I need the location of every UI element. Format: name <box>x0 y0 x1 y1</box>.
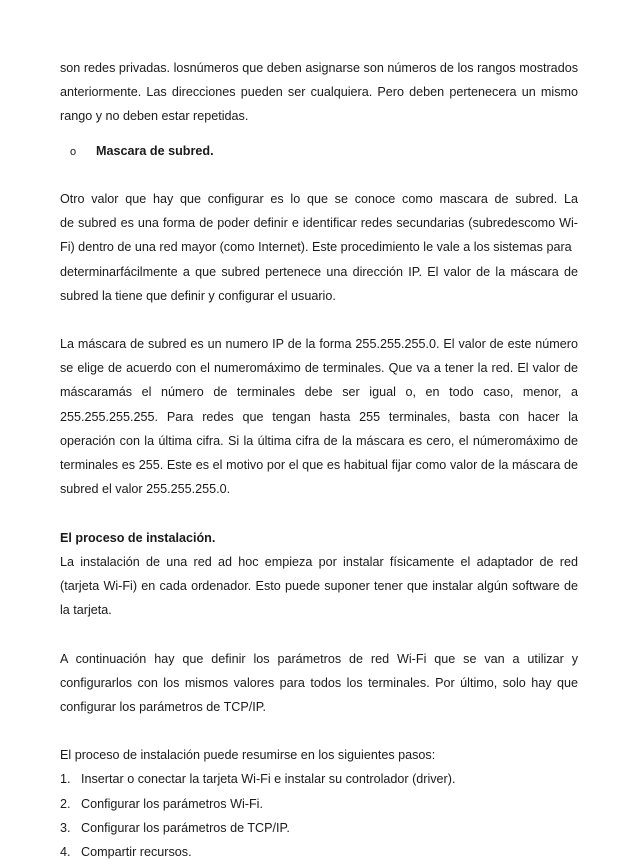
list-text: Insertar o conectar la tarjeta Wi-Fi e instalar su controlador (driver). <box>81 772 456 787</box>
list-text: Configurar los parámetros Wi-Fi. <box>81 796 263 811</box>
text-line: A continuación hay que definir los parámetros de red Wi-Fi que se van a utilizar y <box>60 651 578 666</box>
text-line: de subred es una forma de poder definir e identificar redes secundarias (subredescomo Wi- <box>60 216 578 231</box>
text-line: rango y no deben estar repetidas. <box>60 109 249 124</box>
text-line: La máscara de subred es un numero IP de la forma 255.255.255.0. El valor de este número <box>60 337 578 352</box>
list-number: 3. <box>60 820 71 835</box>
list-text: Compartir recursos. <box>81 845 192 859</box>
text-line: configurar los parámetros de TCP/IP. <box>60 699 267 714</box>
paragraph-subnet-mask-intro <box>60 187 578 308</box>
bullet-circle-icon: o <box>70 145 77 158</box>
list-item <box>60 840 578 864</box>
text-line: configurarlos con los mismos valores para todos los terminales. Por último, solo hay que <box>60 675 578 690</box>
text-line: anteriormente. Las direcciones pueden ser cualquiera. Pero deben pertenecera un mismo <box>60 85 578 100</box>
text-line: subred la tiene que definir y configurar el usuario. <box>60 288 336 303</box>
text-line: se elige de acuerdo con el numeromáximo de terminales. Que va a tener la red. El valor de <box>60 361 578 376</box>
document-page <box>60 56 578 864</box>
text-line: operación con la última cifra. Si la última cifra de la máscara es cero, el númeromáximo de <box>60 433 578 448</box>
text-line: subred el valor 255.255.255.0. <box>60 482 231 497</box>
text-line: máscaramás el número de terminales debe ser igual o, en todo caso, menor, a <box>60 385 578 400</box>
list-item <box>60 792 578 816</box>
paragraph-private-networks <box>60 56 578 129</box>
text-line: Otro valor que hay que configurar es lo que se conoce como mascara de subred. La <box>60 191 578 206</box>
text-line: 255.255.255.255. Para redes que tengan hasta 255 terminales, basta con hacer la <box>60 409 578 424</box>
text-line: Fi) dentro de una red mayor (como Internet). Este procedimiento le vale a los sistemas para <box>60 240 572 255</box>
text-line: La instalación de una red ad hoc empieza por instalar físicamente el adaptador de red <box>60 554 578 569</box>
text-line: (tarjeta Wi-Fi) en cada ordenador. Esto puede suponer tener que instalar algún software de <box>60 578 578 593</box>
steps-intro: El proceso de instalación puede resumirse en los siguientes pasos: <box>60 748 436 763</box>
list-item <box>60 767 578 791</box>
list-item <box>60 816 578 840</box>
subnet-mask-heading <box>60 139 578 163</box>
paragraph-installation <box>60 550 578 623</box>
text-line: terminales es 255. Este es el motivo por el que es habitual fijar como valor de la máscara de <box>60 458 578 472</box>
paragraph-subnet-mask-value <box>60 332 578 501</box>
paragraph-parameters <box>60 647 578 720</box>
heading-text: Mascara de subred. <box>96 143 214 158</box>
list-text: Configurar los parámetros de TCP/IP. <box>81 820 290 835</box>
list-number: 1. <box>60 772 71 787</box>
steps-list <box>60 767 578 864</box>
text-line: la tarjeta. <box>60 603 112 618</box>
installation-heading: El proceso de instalación. <box>60 530 216 545</box>
list-number: 4. <box>60 845 71 859</box>
text-line: son redes privadas. losnúmeros que deben asignarse son números de los rangos mostrados <box>60 61 578 75</box>
text-line: determinarfácilmente a que subred pertenece una dirección IP. El valor de la máscara de <box>60 264 578 279</box>
list-number: 2. <box>60 796 71 811</box>
